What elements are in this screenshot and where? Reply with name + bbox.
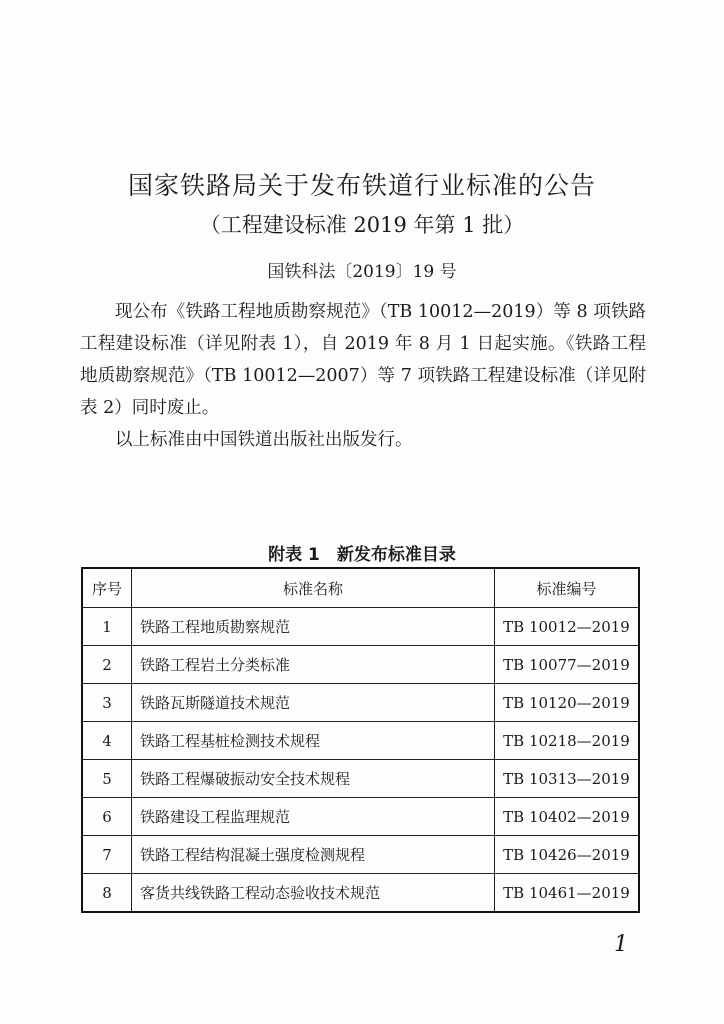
body-paragraph: 以上标准由中国铁道出版社出版发行。 xyxy=(115,430,413,450)
announcement-title: 国家铁路局关于发布铁道行业标准的公告 xyxy=(127,171,596,200)
header-code: 标准编号 xyxy=(495,568,640,608)
page-number: 1 xyxy=(614,932,628,957)
row-number: 7 xyxy=(82,836,132,874)
table-row xyxy=(82,798,639,836)
table-row xyxy=(82,608,639,646)
row-number: 8 xyxy=(82,874,132,913)
body-paragraph: 现公布《铁路工程地质勘察规范》（TB 10012—2019）等 8 项铁路工程建设标准（详见附表 1），自 2019 年 8 月 1 日起实施。《铁路工程地质勘察规范》（TB 10012—2007）等 7 项铁路工程建设标准（详见附表 2）同时废止。 xyxy=(80,302,646,418)
row-code: TB 10461—2019 xyxy=(495,874,640,913)
row-number: 3 xyxy=(82,684,132,722)
row-name: 客货共线铁路工程动态验收技术规范 xyxy=(132,874,495,913)
row-number: 2 xyxy=(82,646,132,684)
row-name: 铁路瓦斯隧道技术规范 xyxy=(132,684,495,722)
table-caption: 附表 1 新发布标准目录 xyxy=(268,545,456,565)
header-name: 标准名称 xyxy=(132,568,495,608)
announcement-body xyxy=(80,296,646,456)
announcement-subtitle: （工程建设标准 2019 年第 1 批） xyxy=(199,213,525,237)
row-name: 铁路工程岩土分类标准 xyxy=(132,646,495,684)
row-number: 1 xyxy=(82,608,132,646)
row-code: TB 10426—2019 xyxy=(495,836,640,874)
standards-table xyxy=(81,567,640,913)
table-header-row xyxy=(82,568,639,608)
row-code: TB 10077—2019 xyxy=(495,646,640,684)
row-name: 铁路工程爆破振动安全技术规程 xyxy=(132,760,495,798)
row-name: 铁路工程基桩检测技术规程 xyxy=(132,722,495,760)
row-name: 铁路建设工程监理规范 xyxy=(132,798,495,836)
table-row xyxy=(82,874,639,913)
header-number: 序号 xyxy=(82,568,132,608)
document-number: 国铁科法〔2019〕19 号 xyxy=(267,262,457,282)
row-code: TB 10313—2019 xyxy=(495,760,640,798)
row-code: TB 10218—2019 xyxy=(495,722,640,760)
table-row xyxy=(82,760,639,798)
row-code: TB 10012—2019 xyxy=(495,608,640,646)
table-row xyxy=(82,836,639,874)
row-number: 6 xyxy=(82,798,132,836)
table-row xyxy=(82,722,639,760)
row-number: 4 xyxy=(82,722,132,760)
row-name: 铁路工程地质勘察规范 xyxy=(132,608,495,646)
table-row xyxy=(82,646,639,684)
row-code: TB 10402—2019 xyxy=(495,798,640,836)
row-number: 5 xyxy=(82,760,132,798)
table-row xyxy=(82,684,639,722)
row-name: 铁路工程结构混凝土强度检测规程 xyxy=(132,836,495,874)
row-code: TB 10120—2019 xyxy=(495,684,640,722)
